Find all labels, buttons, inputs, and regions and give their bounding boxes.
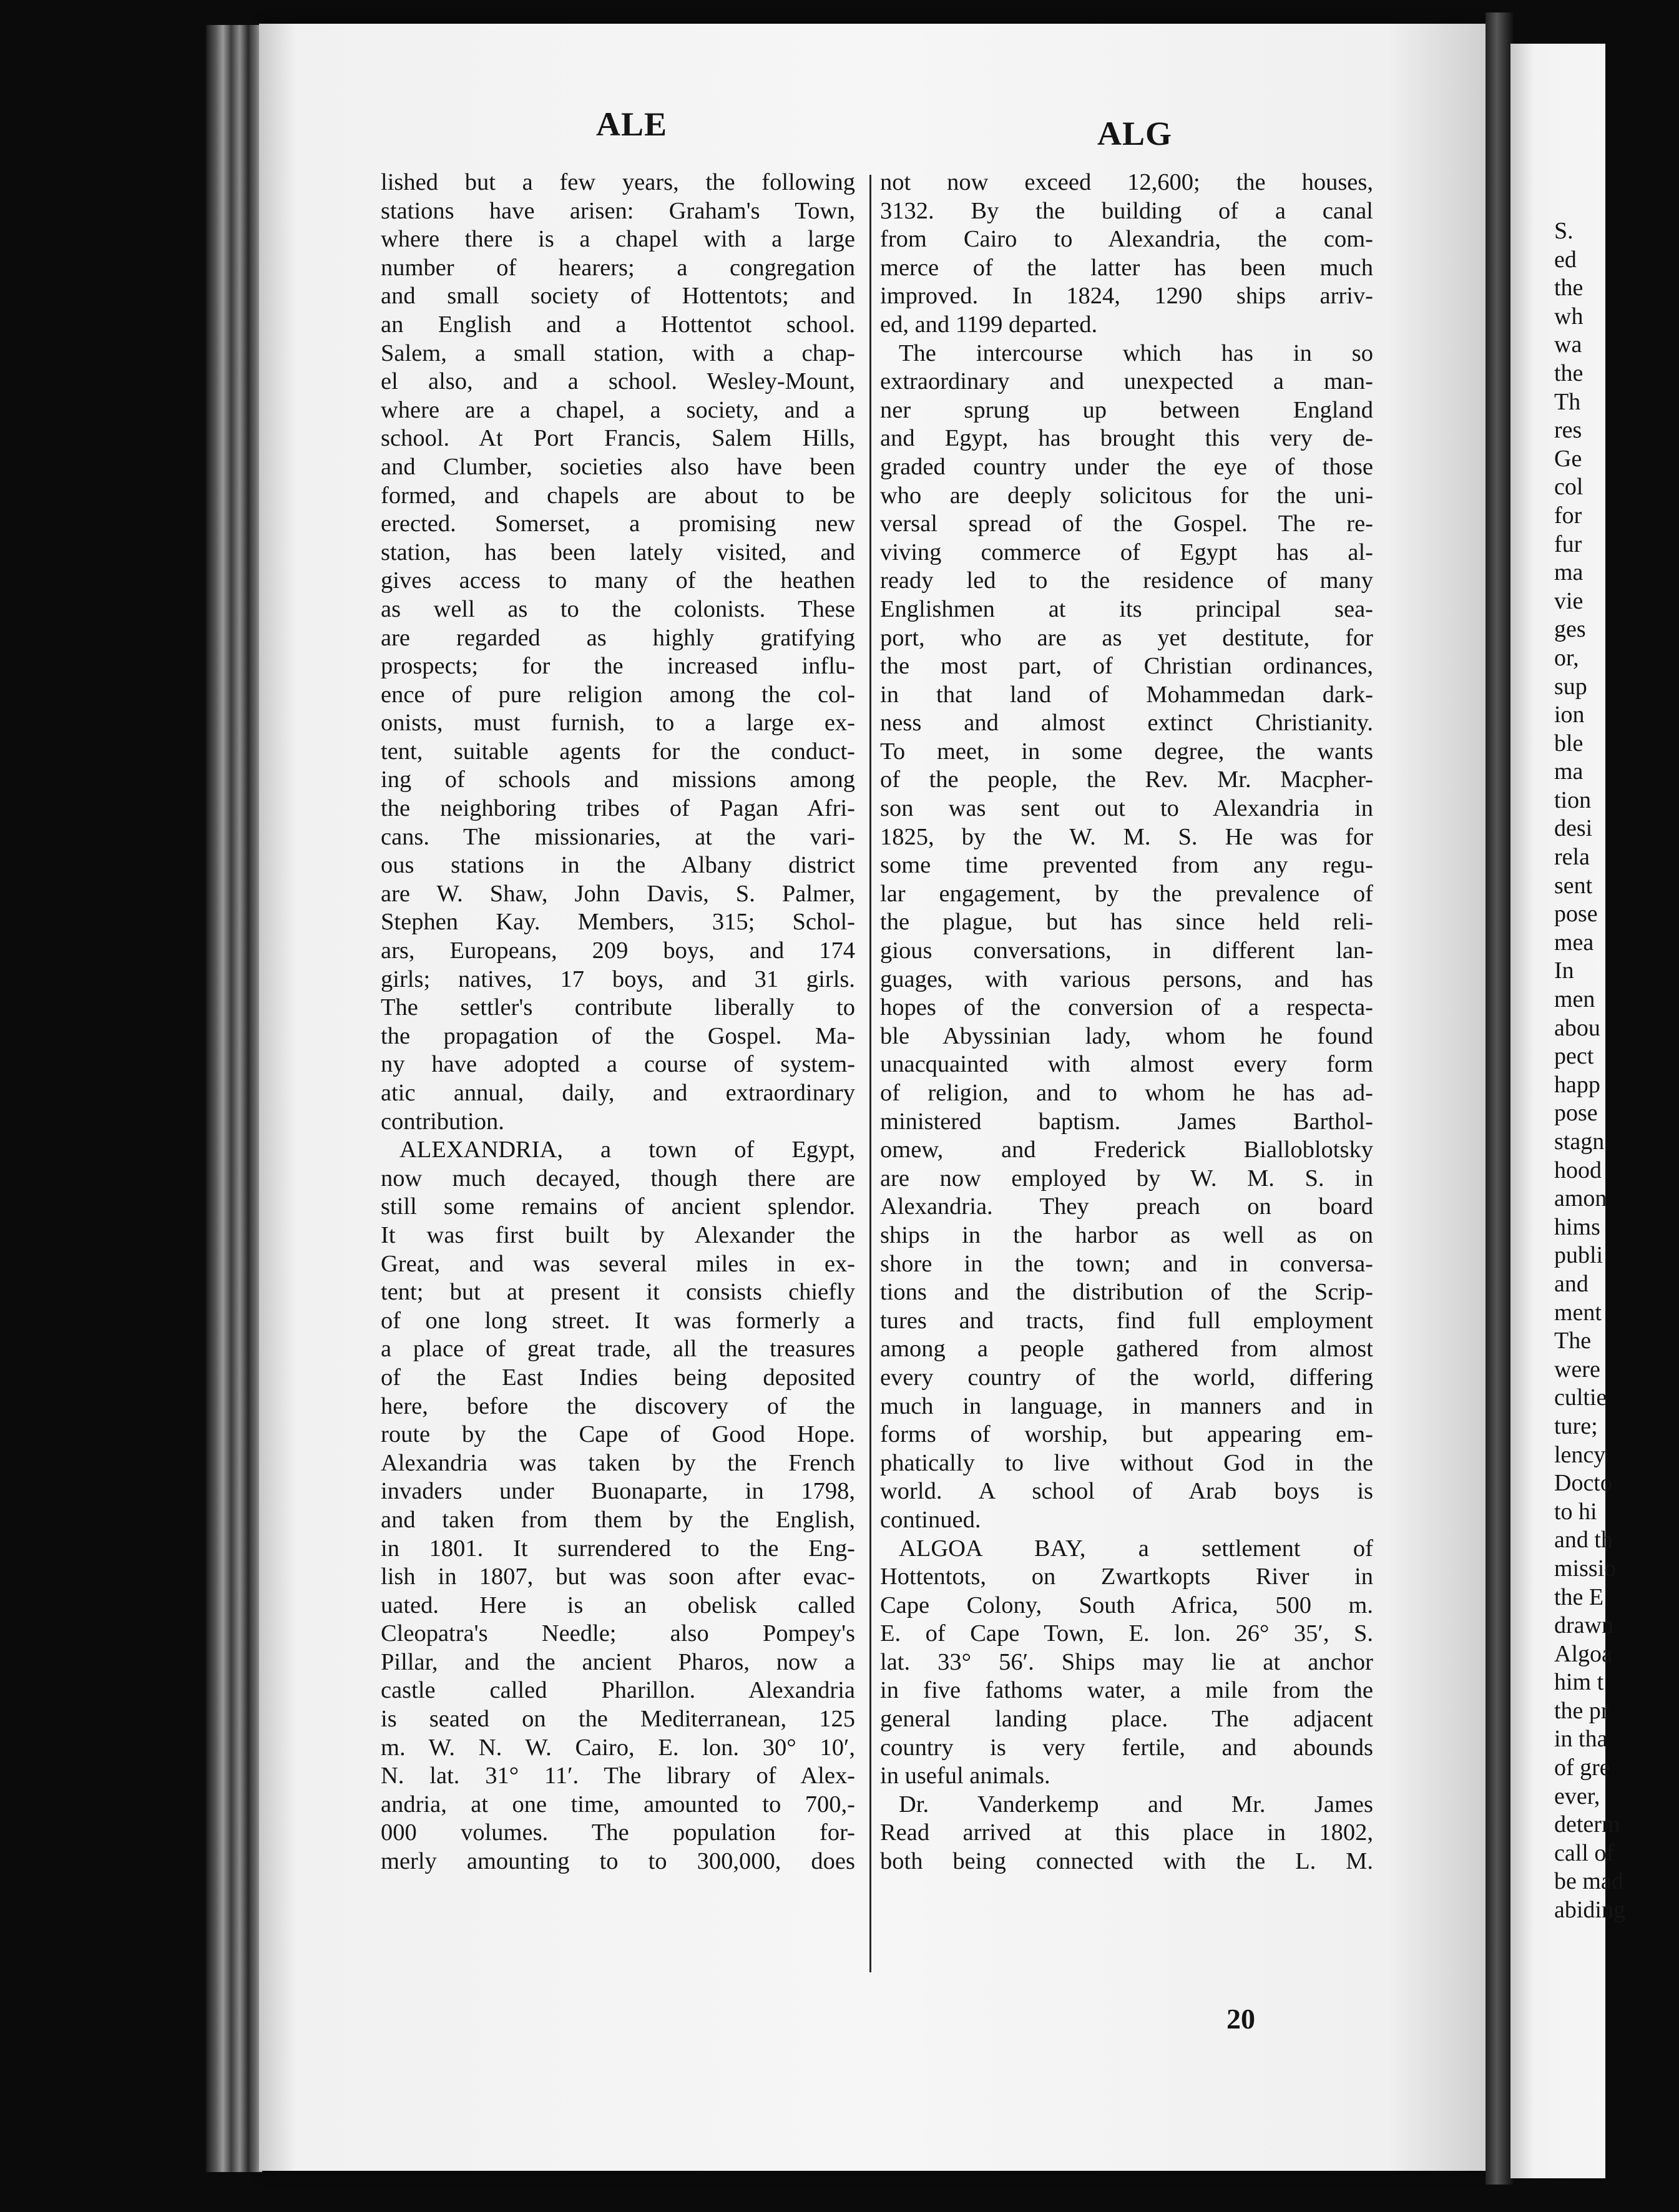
text-line: ness and almost extinct Christianity. — [880, 710, 1373, 737]
text-line: atic annual, daily, and extraordinary — [381, 1080, 855, 1106]
text-line: ing of schools and missions among — [381, 766, 855, 793]
text-line: stations have arisen: Graham's Town, — [381, 197, 855, 224]
text-line: ble Abyssinian lady, whom he found — [880, 1022, 1373, 1049]
facing-page-fragment: vie — [1554, 587, 1584, 614]
facing-page-fragment: ion — [1554, 702, 1585, 728]
facing-page-fragment: men — [1554, 986, 1595, 1013]
facing-page-fragment: pose — [1554, 901, 1598, 927]
text-line: cans. The missionaries, at the vari- — [381, 823, 855, 850]
text-line: viving commerce of Egypt has al- — [880, 539, 1373, 565]
facing-page-fragment: to hi — [1554, 1498, 1597, 1525]
facing-page-fragment: and — [1554, 1270, 1588, 1297]
facing-page-fragment: col — [1554, 474, 1584, 501]
facing-page-fragment: sup — [1554, 673, 1587, 700]
facing-page-fragment: fur — [1554, 531, 1582, 557]
text-line: The intercourse which has in so — [899, 340, 1373, 366]
text-line: tures and tracts, find full employment — [880, 1307, 1373, 1334]
text-line: Alexandria. They preach on board — [880, 1193, 1373, 1220]
text-line: tent, suitable agents for the conduct- — [381, 738, 855, 765]
text-line: versal spread of the Gospel. The re- — [880, 511, 1373, 537]
column-divider — [869, 175, 871, 1972]
book-spine — [206, 25, 262, 2172]
text-line: world. A school of Arab boys is — [880, 1478, 1373, 1505]
text-line: tent; but at present it consists chiefly — [381, 1279, 855, 1306]
text-line: both being connected with the L. M. — [880, 1848, 1373, 1875]
text-line: some time prevented from any regu- — [880, 852, 1373, 879]
text-line: of the East Indies being deposited — [381, 1364, 855, 1391]
text-line: To meet, in some degree, the wants — [880, 738, 1373, 765]
facing-page-fragment: ment — [1554, 1299, 1602, 1326]
facing-page-fragment: Algoa — [1554, 1640, 1612, 1667]
text-line: school. At Port Francis, Salem Hills, — [381, 425, 855, 452]
text-line: erected. Somerset, a promising new — [381, 511, 855, 537]
facing-page-fragment: the E — [1554, 1583, 1604, 1610]
facing-page-fragment: in tha — [1554, 1726, 1608, 1753]
text-line: Dr. Vanderkemp and Mr. James — [899, 1791, 1373, 1818]
text-line: prospects; for the increased influ- — [381, 653, 855, 680]
text-line: and Clumber, societies also have been — [381, 453, 855, 480]
facing-page-fragment: hims — [1554, 1213, 1600, 1240]
facing-page-fragment: were — [1554, 1356, 1600, 1382]
text-line: not now exceed 12,600; the houses, — [880, 169, 1373, 195]
text-line: Alexandria was taken by the French — [381, 1449, 855, 1476]
text-line: 000 volumes. The population for- — [381, 1819, 855, 1846]
facing-page-fragment: ma — [1554, 758, 1584, 785]
facing-page-fragment: The — [1554, 1328, 1592, 1354]
text-line: where are a chapel, a society, and a — [381, 396, 855, 423]
facing-page-fragment: and th — [1554, 1527, 1613, 1554]
facing-page-fragment: lency — [1554, 1441, 1606, 1468]
facing-page-fragment: wa — [1554, 331, 1582, 358]
facing-page-fragment: ed — [1554, 246, 1577, 273]
text-line: are W. Shaw, John Davis, S. Palmer, — [381, 880, 855, 907]
text-line: merly amounting to to 300,000, does — [381, 1848, 855, 1875]
page-gutter — [1486, 12, 1514, 2185]
text-line: now much decayed, though there are — [381, 1165, 855, 1192]
facing-page-fragment: drawn — [1554, 1612, 1613, 1639]
text-line: as well as to the colonists. These — [381, 595, 855, 622]
facing-page-fragment: ges — [1554, 616, 1586, 643]
facing-page-fragment: hood — [1554, 1157, 1602, 1183]
text-line: among a people gathered from almost — [880, 1336, 1373, 1363]
text-line: Great, and was several miles in ex- — [381, 1250, 855, 1277]
facing-page-fragment: pect — [1554, 1043, 1594, 1070]
facing-page-fragment: rela — [1554, 844, 1590, 871]
text-line: a place of great trade, all the treasures — [381, 1336, 855, 1363]
facing-page-fragment: be mad — [1554, 1868, 1623, 1895]
text-line: formed, and chapels are about to be — [381, 482, 855, 509]
text-line: ence of pure religion among the col- — [381, 681, 855, 708]
text-line: Cape Colony, South Africa, 500 m. — [880, 1592, 1373, 1618]
text-line: still some remains of ancient splendor. — [381, 1193, 855, 1220]
text-line: general landing place. The adjacent — [880, 1706, 1373, 1733]
text-line: route by the Cape of Good Hope. — [381, 1421, 855, 1448]
facing-page-fragment: tion — [1554, 786, 1592, 813]
text-line: is seated on the Mediterranean, 125 — [381, 1706, 855, 1733]
text-line: ed, and 1199 departed. — [880, 311, 1098, 338]
facing-page-edge — [1510, 44, 1625, 2178]
text-line: the propagation of the Gospel. Ma- — [381, 1022, 855, 1049]
text-line: in 1801. It surrendered to the Eng- — [381, 1535, 855, 1562]
facing-page-fragment: stagn — [1554, 1128, 1605, 1155]
text-line: shore in the town; and in conversa- — [880, 1250, 1373, 1277]
text-line: are regarded as highly gratifying — [381, 624, 855, 651]
facing-page-fragment: ble — [1554, 730, 1584, 756]
text-line: Salem, a small station, with a chap- — [381, 340, 855, 366]
facing-page-fragment: ture; — [1554, 1412, 1598, 1439]
text-line: station, has been lately visited, and — [381, 539, 855, 565]
text-line: the most part, of Christian ordinances, — [880, 653, 1373, 680]
facing-page-fragment: desi — [1554, 815, 1593, 842]
text-line: ny have adopted a course of system- — [381, 1051, 855, 1078]
text-line: of one long street. It was formerly a — [381, 1307, 855, 1334]
text-line: much in language, in manners and in — [880, 1392, 1373, 1419]
text-line: who are deeply solicitous for the uni- — [880, 482, 1373, 509]
facing-page-fragment: of gre — [1554, 1754, 1610, 1781]
page-number: 20 — [1226, 2003, 1255, 2035]
text-line: contribution. — [381, 1108, 504, 1135]
text-line: m. W. N. W. Cairo, E. lon. 30° 10′, — [381, 1734, 855, 1761]
facing-page-fragment: abiding — [1554, 1897, 1625, 1924]
facing-page-fragment: ever, — [1554, 1783, 1600, 1809]
text-line: forms of worship, but appearing em- — [880, 1421, 1373, 1448]
text-line: ALGOA BAY, a settlement of — [899, 1535, 1373, 1562]
text-line: 1825, by the W. M. S. He was for — [880, 823, 1373, 850]
facing-page-fragment: In — [1554, 957, 1574, 984]
text-line: gives access to many of the heathen — [381, 567, 855, 594]
text-line: in useful animals. — [880, 1763, 1050, 1789]
text-line: lat. 33° 56′. Ships may lie at anchor — [880, 1648, 1373, 1675]
text-line: lish in 1807, but was soon after evac- — [381, 1564, 855, 1590]
left-column — [381, 169, 855, 1876]
facing-page-fragment: Docto — [1554, 1470, 1612, 1497]
text-line: N. lat. 31° 11′. The library of Alex- — [381, 1763, 855, 1789]
text-line: port, who are as yet destitute, for — [880, 624, 1373, 651]
text-line: unacquainted with almost every form — [880, 1051, 1373, 1078]
text-line: ready led to the residence of many — [880, 567, 1373, 594]
text-line: The settler's contribute liberally to — [381, 994, 855, 1021]
facing-page-fragment: for — [1554, 502, 1582, 529]
text-line: the neighboring tribes of Pagan Afri- — [381, 795, 855, 822]
facing-page-fragment: sent — [1554, 872, 1593, 899]
text-line: merce of the latter has been much — [880, 254, 1373, 281]
text-line: the plague, but has since held reli- — [880, 909, 1373, 936]
text-line: lished but a few years, the following — [381, 169, 855, 195]
text-line: hopes of the conversion of a respecta- — [880, 994, 1373, 1021]
facing-page-fragment: missio — [1554, 1555, 1617, 1582]
running-head-right: ALG — [1097, 115, 1173, 152]
text-line: improved. In 1824, 1290 ships arriv- — [880, 283, 1373, 310]
text-line: ars, Europeans, 209 boys, and 174 — [381, 937, 855, 964]
facing-page-fragment: or, — [1554, 644, 1579, 671]
text-line: every country of the world, differing — [880, 1364, 1373, 1391]
text-line: ALEXANDRIA, a town of Egypt, — [399, 1137, 855, 1163]
facing-page-fragment: res — [1554, 417, 1582, 444]
facing-page-fragment: mea — [1554, 929, 1594, 956]
text-line: ministered baptism. James Barthol- — [880, 1108, 1373, 1135]
facing-page-fragment: S. — [1554, 218, 1574, 244]
text-line: in five fathoms water, a mile from the — [880, 1677, 1373, 1704]
facing-page-fragment: amon — [1554, 1185, 1607, 1212]
text-line: Read arrived at this place in 1802, — [880, 1819, 1373, 1846]
text-line: ships in the harbor as well as on — [880, 1221, 1373, 1248]
facing-page-fragment: wh — [1554, 303, 1584, 330]
text-line: Cleopatra's Needle; also Pompey's — [381, 1620, 855, 1647]
text-line: girls; natives, 17 boys, and 31 girls. — [381, 966, 855, 992]
text-line: are now employed by W. M. S. in — [880, 1165, 1373, 1192]
facing-page-fragment: call of — [1554, 1839, 1615, 1866]
text-line: castle called Pharillon. Alexandria — [381, 1677, 855, 1704]
text-line: continued. — [880, 1506, 981, 1533]
facing-page-fragment: him t — [1554, 1669, 1604, 1696]
facing-page-fragment: the — [1554, 275, 1584, 301]
facing-page-fragment: pose — [1554, 1100, 1598, 1127]
text-line: where there is a chapel with a large — [381, 226, 855, 253]
text-line: son was sent out to Alexandria in — [880, 795, 1373, 822]
text-line: and Egypt, has brought this very de- — [880, 425, 1373, 452]
text-line: ner sprung up between England — [880, 396, 1373, 423]
facing-page-text-fragments — [1554, 217, 1679, 1925]
facing-page-fragment: determ — [1554, 1811, 1620, 1838]
text-line: uated. Here is an obelisk called — [381, 1592, 855, 1618]
text-line: ous stations in the Albany district — [381, 852, 855, 879]
text-line: gious conversations, in different lan- — [880, 937, 1373, 964]
text-line: graded country under the eye of those — [880, 453, 1373, 480]
text-line: country is very fertile, and abounds — [880, 1734, 1373, 1761]
text-line: omew, and Frederick Bialloblotsky — [880, 1137, 1373, 1163]
facing-page-fragment: happ — [1554, 1071, 1600, 1098]
right-column — [880, 169, 1373, 1876]
text-line: from Cairo to Alexandria, the com- — [880, 226, 1373, 253]
text-line: an English and a Hottentot school. — [381, 311, 855, 338]
facing-page-fragment: Th — [1554, 388, 1581, 415]
text-line: andria, at one time, amounted to 700,- — [381, 1791, 855, 1818]
text-line: invaders under Buonaparte, in 1798, — [381, 1478, 855, 1505]
facing-page-fragment: Ge — [1554, 445, 1582, 472]
text-line: phatically to live without God in the — [880, 1449, 1373, 1476]
text-line: It was first built by Alexander the — [381, 1221, 855, 1248]
text-line: Hottentots, on Zwartkopts River in — [880, 1564, 1373, 1590]
running-head-left: ALE — [596, 105, 668, 143]
text-line: el also, and a school. Wesley-Mount, — [381, 368, 855, 395]
facing-page-fragment: ma — [1554, 559, 1584, 586]
text-line: and small society of Hottentots; and — [381, 283, 855, 310]
facing-page-fragment: the pr — [1554, 1697, 1609, 1724]
text-line: onists, must furnish, to a large ex- — [381, 710, 855, 737]
text-line: Englishmen at its principal sea- — [880, 595, 1373, 622]
text-line: number of hearers; a congregation — [381, 254, 855, 281]
text-line: of the people, the Rev. Mr. Macpher- — [880, 766, 1373, 793]
text-line: extraordinary and unexpected a man- — [880, 368, 1373, 395]
text-line: E. of Cape Town, E. lon. 26° 35′, S. — [880, 1620, 1373, 1647]
text-line: and taken from them by the English, — [381, 1506, 855, 1533]
facing-page-fragment: abou — [1554, 1014, 1600, 1041]
facing-page-fragment: publi — [1554, 1242, 1603, 1269]
facing-page-fragment: cultie — [1554, 1384, 1607, 1411]
text-line: guages, with various persons, and has — [880, 966, 1373, 992]
text-line: 3132. By the building of a canal — [880, 197, 1373, 224]
text-line: of religion, and to whom he has ad- — [880, 1080, 1373, 1106]
text-line: here, before the discovery of the — [381, 1392, 855, 1419]
text-line: in that land of Mohammedan dark- — [880, 681, 1373, 708]
facing-page-fragment: the — [1554, 360, 1584, 386]
text-line: lar engagement, by the prevalence of — [880, 880, 1373, 907]
text-line: tions and the distribution of the Scrip- — [880, 1279, 1373, 1306]
text-line: Pillar, and the ancient Pharos, now a — [381, 1648, 855, 1675]
text-line: Stephen Kay. Members, 315; Schol- — [381, 909, 855, 936]
